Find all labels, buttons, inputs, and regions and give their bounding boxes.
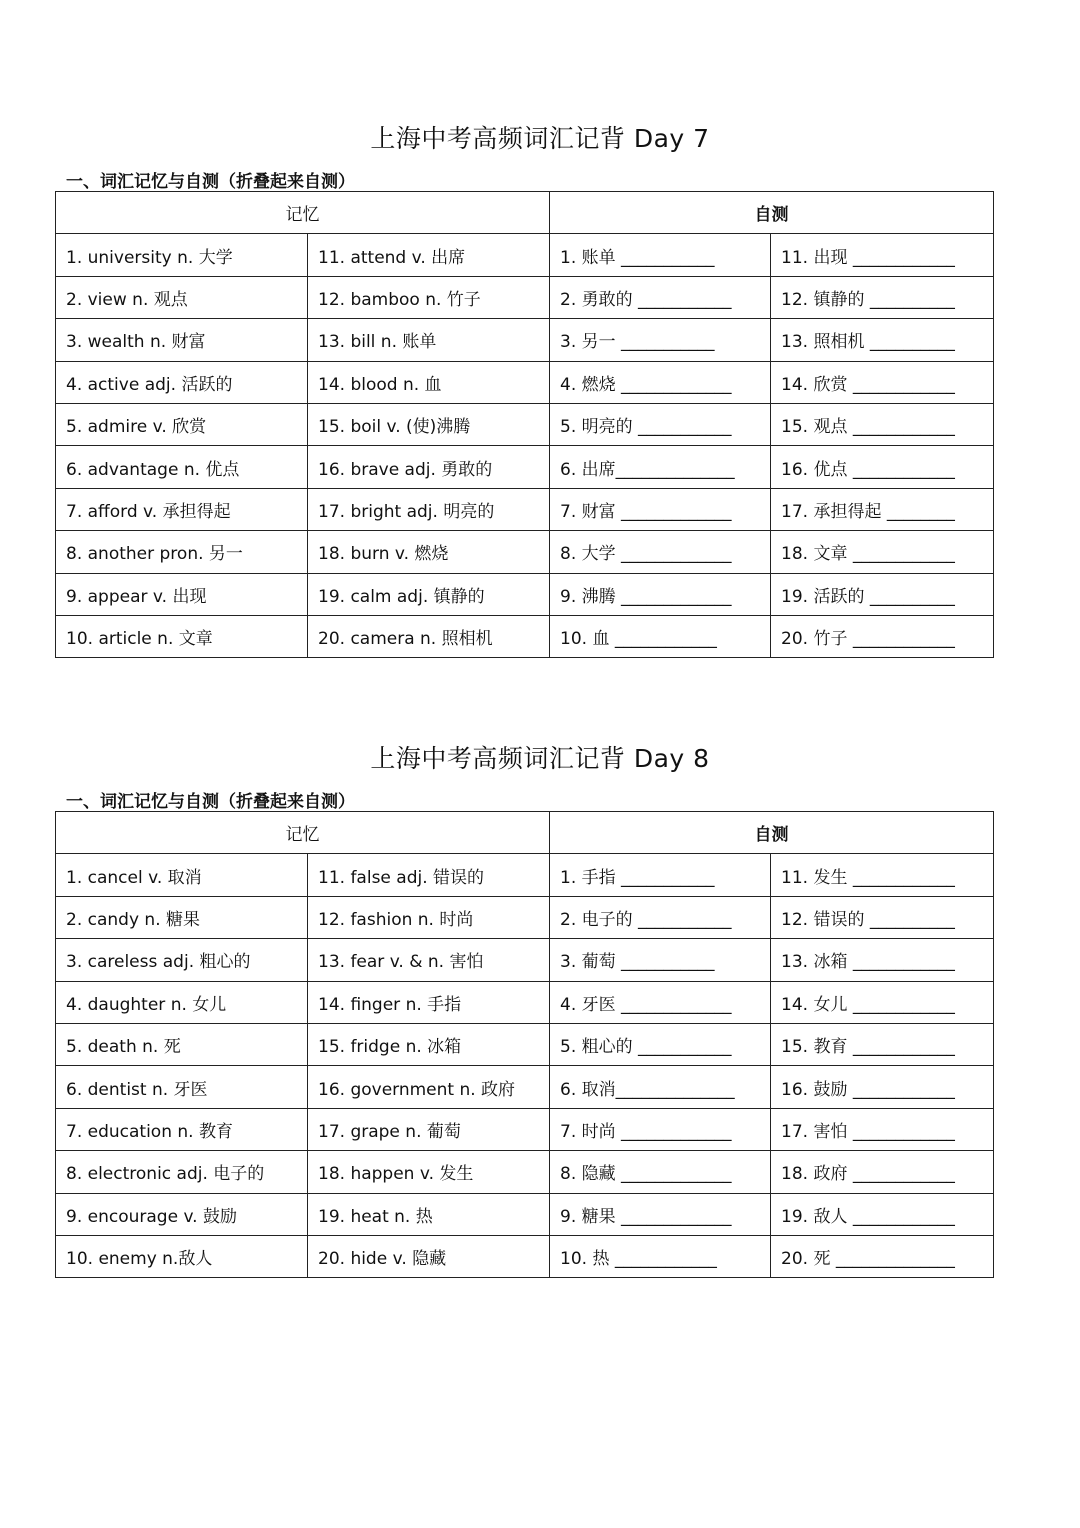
test-prompt-cell: 13. 照相机 __________ (771, 319, 994, 361)
memory-word-cell: 4. daughter n. 女儿 (56, 981, 308, 1023)
test-prompt-cell: 9. 糖果 _____________ (550, 1193, 771, 1235)
memory-word-cell: 1. cancel v. 取消 (56, 854, 308, 896)
memory-word-cell: 9. appear v. 出现 (56, 573, 308, 615)
section-subtitle: 一、词汇记忆与自测（折叠起来自测） (66, 172, 355, 192)
test-prompt-cell: 16. 优点 ____________ (771, 446, 994, 488)
test-prompt-cell: 3. 葡萄 ___________ (550, 939, 771, 981)
table-row (56, 361, 994, 403)
test-prompt-cell: 10. 热 ____________ (550, 1235, 771, 1277)
vocab-table (55, 811, 994, 1278)
section-title: 上海中考高频词汇记背 Day 7 (370, 124, 710, 153)
memory-word-cell: 8. another pron. 另一 (56, 531, 308, 573)
test-prompt-cell: 20. 竹子 ____________ (771, 615, 994, 657)
memory-header: 记忆 (56, 812, 550, 854)
table-row (56, 531, 994, 573)
table-row (56, 1151, 994, 1193)
memory-word-cell: 1. university n. 大学 (56, 234, 308, 276)
test-prompt-cell: 8. 大学 _____________ (550, 531, 771, 573)
memory-header: 记忆 (56, 192, 550, 234)
test-header: 自测 (550, 192, 994, 234)
test-prompt-cell: 17. 害怕 ____________ (771, 1108, 994, 1150)
test-prompt-cell: 7. 财富 _____________ (550, 488, 771, 530)
table-row (56, 939, 994, 981)
memory-word-cell: 20. camera n. 照相机 (308, 615, 550, 657)
section-title: 上海中考高频词汇记背 Day 8 (370, 744, 710, 773)
memory-word-cell: 11. attend v. 出席 (308, 234, 550, 276)
table-row (56, 276, 994, 318)
table-row (56, 488, 994, 530)
test-prompt-cell: 8. 隐藏 _____________ (550, 1151, 771, 1193)
memory-word-cell: 17. grape n. 葡萄 (308, 1108, 550, 1150)
table-row (56, 234, 994, 276)
memory-word-cell: 17. bright adj. 明亮的 (308, 488, 550, 530)
table-row (56, 1108, 994, 1150)
test-prompt-cell: 5. 明亮的 ___________ (550, 403, 771, 445)
test-prompt-cell: 15. 观点 ____________ (771, 403, 994, 445)
memory-word-cell: 15. fridge n. 冰箱 (308, 1023, 550, 1065)
test-header: 自测 (550, 812, 994, 854)
memory-word-cell: 7. education n. 教育 (56, 1108, 308, 1150)
test-prompt-cell: 6. 出席______________ (550, 446, 771, 488)
test-prompt-cell: 15. 教育 ____________ (771, 1023, 994, 1065)
test-prompt-cell: 19. 活跃的 __________ (771, 573, 994, 615)
test-prompt-cell: 18. 文章 ____________ (771, 531, 994, 573)
test-prompt-cell: 6. 取消______________ (550, 1066, 771, 1108)
test-prompt-cell: 9. 沸腾 _____________ (550, 573, 771, 615)
test-prompt-cell: 14. 欣赏 ____________ (771, 361, 994, 403)
test-prompt-cell: 1. 手指 ___________ (550, 854, 771, 896)
memory-word-cell: 12. bamboo n. 竹子 (308, 276, 550, 318)
test-prompt-cell: 17. 承担得起 ________ (771, 488, 994, 530)
test-prompt-cell: 10. 血 ____________ (550, 615, 771, 657)
memory-word-cell: 3. wealth n. 财富 (56, 319, 308, 361)
memory-word-cell: 15. boil v. (使)沸腾 (308, 403, 550, 445)
table-row (56, 1235, 994, 1277)
table-row (56, 573, 994, 615)
memory-word-cell: 14. finger n. 手指 (308, 981, 550, 1023)
memory-word-cell: 20. hide v. 隐藏 (308, 1235, 550, 1277)
test-prompt-cell: 2. 勇敢的 ___________ (550, 276, 771, 318)
memory-word-cell: 3. careless adj. 粗心的 (56, 939, 308, 981)
memory-word-cell: 13. fear v. & n. 害怕 (308, 939, 550, 981)
memory-word-cell: 19. heat n. 热 (308, 1193, 550, 1235)
memory-word-cell: 11. false adj. 错误的 (308, 854, 550, 896)
test-prompt-cell: 13. 冰箱 ____________ (771, 939, 994, 981)
test-prompt-cell: 4. 牙医 _____________ (550, 981, 771, 1023)
memory-word-cell: 10. article n. 文章 (56, 615, 308, 657)
test-prompt-cell: 3. 另一 ___________ (550, 319, 771, 361)
memory-word-cell: 16. government n. 政府 (308, 1066, 550, 1108)
memory-word-cell: 12. fashion n. 时尚 (308, 896, 550, 938)
section-subtitle: 一、词汇记忆与自测（折叠起来自测） (66, 792, 355, 812)
table-row (56, 854, 994, 896)
table-row (56, 403, 994, 445)
test-prompt-cell: 19. 敌人 ____________ (771, 1193, 994, 1235)
memory-word-cell: 7. afford v. 承担得起 (56, 488, 308, 530)
test-prompt-cell: 5. 粗心的 ___________ (550, 1023, 771, 1065)
memory-word-cell: 14. blood n. 血 (308, 361, 550, 403)
memory-word-cell: 6. advantage n. 优点 (56, 446, 308, 488)
test-prompt-cell: 4. 燃烧 _____________ (550, 361, 771, 403)
test-prompt-cell: 12. 镇静的 __________ (771, 276, 994, 318)
test-prompt-cell: 16. 鼓励 ____________ (771, 1066, 994, 1108)
memory-word-cell: 5. death n. 死 (56, 1023, 308, 1065)
test-prompt-cell: 11. 出现 ____________ (771, 234, 994, 276)
test-prompt-cell: 20. 死 ______________ (771, 1235, 994, 1277)
memory-word-cell: 10. enemy n.敌人 (56, 1235, 308, 1277)
test-prompt-cell: 14. 女儿 ____________ (771, 981, 994, 1023)
test-prompt-cell: 1. 账单 ___________ (550, 234, 771, 276)
test-prompt-cell: 7. 时尚 _____________ (550, 1108, 771, 1150)
table-row (56, 981, 994, 1023)
table-row (56, 615, 994, 657)
memory-word-cell: 18. happen v. 发生 (308, 1151, 550, 1193)
memory-word-cell: 13. bill n. 账单 (308, 319, 550, 361)
table-row (56, 319, 994, 361)
memory-word-cell: 19. calm adj. 镇静的 (308, 573, 550, 615)
memory-word-cell: 2. view n. 观点 (56, 276, 308, 318)
memory-word-cell: 6. dentist n. 牙医 (56, 1066, 308, 1108)
table-row (56, 1066, 994, 1108)
table-row (56, 1023, 994, 1065)
memory-word-cell: 18. burn v. 燃烧 (308, 531, 550, 573)
memory-word-cell: 4. active adj. 活跃的 (56, 361, 308, 403)
table-row (56, 1193, 994, 1235)
vocab-table (55, 191, 994, 658)
memory-word-cell: 2. candy n. 糖果 (56, 896, 308, 938)
test-prompt-cell: 12. 错误的 __________ (771, 896, 994, 938)
test-prompt-cell: 11. 发生 ____________ (771, 854, 994, 896)
table-row (56, 896, 994, 938)
memory-word-cell: 8. electronic adj. 电子的 (56, 1151, 308, 1193)
test-prompt-cell: 2. 电子的 ___________ (550, 896, 771, 938)
memory-word-cell: 5. admire v. 欣赏 (56, 403, 308, 445)
test-prompt-cell: 18. 政府 ____________ (771, 1151, 994, 1193)
memory-word-cell: 9. encourage v. 鼓励 (56, 1193, 308, 1235)
table-row (56, 446, 994, 488)
memory-word-cell: 16. brave adj. 勇敢的 (308, 446, 550, 488)
